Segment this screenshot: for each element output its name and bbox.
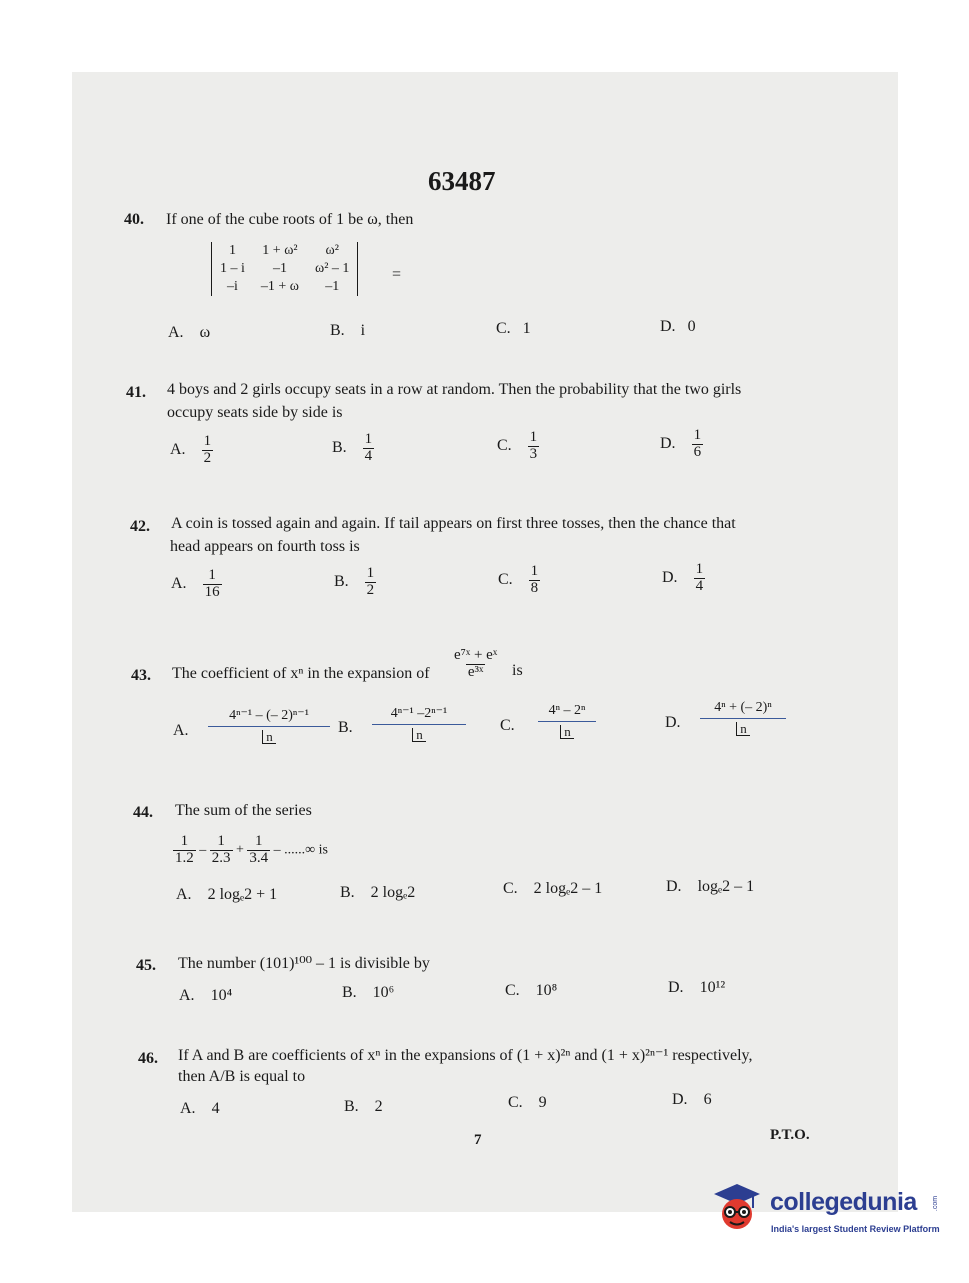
option-value: 4 — [211, 1100, 220, 1117]
factorial-n: n — [736, 722, 750, 736]
q43-text: The coefficient of xⁿ in the expansion of — [172, 665, 430, 682]
q46-option-c — [508, 1094, 547, 1112]
option-label: D. — [662, 568, 678, 586]
q42-line2: head appears on fourth toss is — [170, 538, 360, 555]
brand-suffix: .com — [932, 1195, 940, 1212]
option-value: logₑ2 – 1 — [697, 878, 755, 895]
fraction — [694, 562, 706, 595]
q43-suffix: is — [512, 662, 523, 679]
option-value: 2 logₑ2 — [370, 884, 416, 901]
q43-expression — [452, 648, 499, 681]
option-label: B. — [340, 884, 355, 901]
det-cell: –1 — [272, 261, 287, 276]
fraction-denominator: 3.4 — [249, 849, 269, 866]
fraction-numerator: 1 — [366, 565, 375, 581]
q44-number: 44. — [133, 804, 153, 821]
fraction-denominator: 2 — [203, 449, 212, 466]
q40-text: If one of the cube roots of 1 be ω, then — [166, 211, 414, 228]
option-label: B. — [344, 1098, 359, 1115]
factorial-n: n — [262, 730, 276, 744]
q41-option-d — [660, 428, 703, 461]
det-cell: –1 + ω — [260, 279, 300, 294]
option-label: A. — [176, 886, 192, 903]
option-value: 10⁴ — [210, 987, 233, 1004]
fraction-denominator: 4 — [364, 447, 373, 464]
q40-option-c — [496, 320, 531, 338]
option-label: C. — [505, 982, 520, 999]
option-label: C. — [497, 436, 512, 454]
q43-option-c-value — [538, 703, 596, 741]
fraction — [203, 568, 222, 601]
q43-number: 43. — [131, 667, 151, 684]
fraction-numerator: 4ⁿ + (– 2)ⁿ — [714, 700, 772, 715]
q45-option-a — [179, 987, 232, 1005]
fraction — [247, 834, 270, 867]
option-value: 1 — [522, 320, 531, 337]
series-sign: – — [199, 842, 207, 858]
fraction-denominator: 2.3 — [211, 849, 231, 866]
fraction — [528, 430, 540, 463]
q44-option-b — [340, 884, 415, 902]
option-label: A. — [170, 440, 186, 458]
option-label: A. — [171, 574, 187, 592]
q40-number: 40. — [124, 211, 144, 228]
q44-series — [173, 834, 328, 867]
fraction-denominator: e³ˣ — [467, 663, 484, 680]
option-value: 10⁶ — [372, 984, 395, 1001]
q42-option-c — [498, 564, 540, 597]
fraction-numerator: 1 — [203, 433, 212, 449]
option-label: D. — [672, 1091, 688, 1108]
q40-option-a — [168, 324, 210, 342]
q42-number: 42. — [130, 518, 150, 535]
brand-name: collegedunia — [770, 1188, 917, 1216]
q45-number: 45. — [136, 957, 156, 974]
fraction-numerator: 1 — [217, 833, 225, 849]
fraction-numerator: 4ⁿ⁻¹ – (– 2)ⁿ⁻¹ — [229, 708, 309, 723]
option-label: A. — [180, 1100, 196, 1117]
brand-tagline: India's largest Student Review Platform — [771, 1224, 940, 1234]
option-label: C. — [498, 570, 513, 588]
fraction — [365, 566, 377, 599]
fraction-numerator: 4ⁿ – 2ⁿ — [548, 703, 586, 718]
series-sign: – — [273, 842, 281, 858]
fraction — [363, 432, 375, 465]
q43-option-d-label: D. — [665, 714, 681, 731]
det-cell: 1 — [228, 243, 236, 258]
option-label: D. — [668, 979, 684, 996]
fraction-denominator: 3 — [529, 445, 538, 462]
q46-line2: then A/B is equal to — [178, 1068, 306, 1085]
exam-page — [72, 72, 898, 1212]
q40-equals: = — [392, 266, 402, 283]
collegedunia-logo-icon — [708, 1178, 766, 1236]
factorial-n: n — [412, 728, 426, 742]
option-label: D. — [660, 318, 676, 335]
fraction-numerator: 1 — [530, 563, 539, 579]
fraction-numerator: 4ⁿ⁻¹ –2ⁿ⁻¹ — [390, 706, 448, 721]
q46-line1: If A and B are coefficients of xⁿ in the expansions of (1 + x)²ⁿ and (1 + x)²ⁿ⁻¹ respectively, — [178, 1047, 753, 1064]
option-label: C. — [496, 320, 511, 337]
fraction — [173, 834, 196, 867]
fraction-denominator: 4 — [695, 577, 704, 594]
q41-line1: 4 boys and 2 girls occupy seats in a row at random. Then the probability that the two girls — [167, 381, 742, 398]
q43-option-a-value — [208, 707, 330, 746]
q42-option-b — [334, 566, 376, 599]
option-value: 9 — [538, 1094, 547, 1111]
fraction-numerator: 1 — [208, 567, 216, 583]
series-tail: ......∞ is — [284, 842, 328, 858]
option-value: 2 logₑ2 – 1 — [533, 880, 603, 897]
q41-option-c — [497, 430, 539, 463]
q44-text: The sum of the series — [175, 802, 312, 819]
fraction-numerator: 1 — [529, 429, 538, 445]
fraction-numerator: 1 — [255, 833, 263, 849]
paper-code: 63487 — [428, 166, 496, 196]
option-label: B. — [342, 984, 357, 1001]
option-label: D. — [660, 434, 676, 452]
pto-label: P.T.O. — [770, 1127, 810, 1143]
det-cell: ω² – 1 — [315, 261, 350, 276]
det-cell: 1 – i — [220, 261, 245, 276]
option-label: A. — [168, 324, 184, 341]
option-value: 6 — [703, 1091, 712, 1108]
option-value: 0 — [687, 318, 696, 335]
q41-line2: occupy seats side by side is — [167, 404, 343, 421]
fraction-numerator: 1 — [693, 427, 702, 443]
fraction — [202, 434, 214, 467]
page-number: 7 — [474, 1132, 482, 1148]
option-value: 2 logₑ2 + 1 — [207, 886, 278, 903]
q44-option-a — [176, 886, 277, 904]
q41-option-a — [170, 434, 213, 467]
q41-number: 41. — [126, 384, 146, 401]
option-label: B. — [330, 322, 345, 339]
fraction-numerator: 1 — [364, 431, 373, 447]
fraction-denominator: 6 — [693, 443, 702, 460]
q46-number: 46. — [138, 1050, 158, 1067]
q43-option-b-label: B. — [338, 719, 353, 736]
det-cell: –1 — [325, 279, 340, 294]
fraction — [210, 834, 233, 867]
fraction-numerator: 1 — [695, 561, 704, 577]
q43-option-b-value — [372, 705, 466, 744]
det-cell: 1 + ω² — [262, 243, 298, 258]
option-label: B. — [332, 438, 347, 456]
fraction-denominator: 2 — [366, 581, 375, 598]
q42-line1: A coin is tossed again and again. If tail appears on first three tosses, then the chance that — [171, 515, 736, 532]
q46-option-a — [180, 1100, 220, 1118]
q40-determinant — [211, 242, 358, 296]
fraction — [452, 648, 499, 681]
fraction-numerator: e⁷ˣ + eˣ — [454, 647, 498, 663]
option-value: 2 — [374, 1098, 383, 1115]
q40-option-b — [330, 322, 365, 340]
option-label: C. — [508, 1094, 523, 1111]
det-cell: –i — [227, 279, 238, 294]
fraction-denominator: 1.2 — [175, 849, 194, 866]
q45-option-d — [668, 979, 725, 997]
q46-option-d — [672, 1091, 712, 1109]
factorial-n: n — [560, 725, 574, 739]
option-value: 10⁸ — [535, 982, 558, 999]
q43-option-d-value — [700, 700, 786, 738]
fraction — [529, 564, 541, 597]
q42-option-a — [171, 568, 222, 601]
q44-option-c — [503, 880, 602, 898]
q43-option-a-label: A. — [173, 722, 189, 739]
option-value: i — [360, 322, 366, 339]
q41-option-b — [332, 432, 374, 465]
q44-option-d — [666, 878, 754, 896]
q42-option-d — [662, 562, 705, 595]
option-label: A. — [179, 987, 195, 1004]
option-value: 10¹² — [699, 979, 726, 996]
q45-text: The number (101)¹⁰⁰ – 1 is divisible by — [178, 955, 430, 972]
q40-option-d — [660, 318, 696, 336]
fraction-denominator: 16 — [204, 583, 220, 600]
fraction — [692, 428, 704, 461]
q46-option-b — [344, 1098, 383, 1116]
option-label: D. — [666, 878, 682, 895]
q45-option-c — [505, 982, 557, 1000]
option-value: ω — [199, 324, 211, 341]
fraction-denominator: 8 — [530, 579, 539, 596]
option-label: B. — [334, 572, 349, 590]
series-sign: + — [236, 842, 244, 858]
q43-option-c-label: C. — [500, 717, 515, 734]
option-label: C. — [503, 880, 518, 897]
det-cell: ω² — [325, 243, 339, 258]
fraction-numerator: 1 — [180, 833, 189, 849]
q45-option-b — [342, 984, 394, 1002]
